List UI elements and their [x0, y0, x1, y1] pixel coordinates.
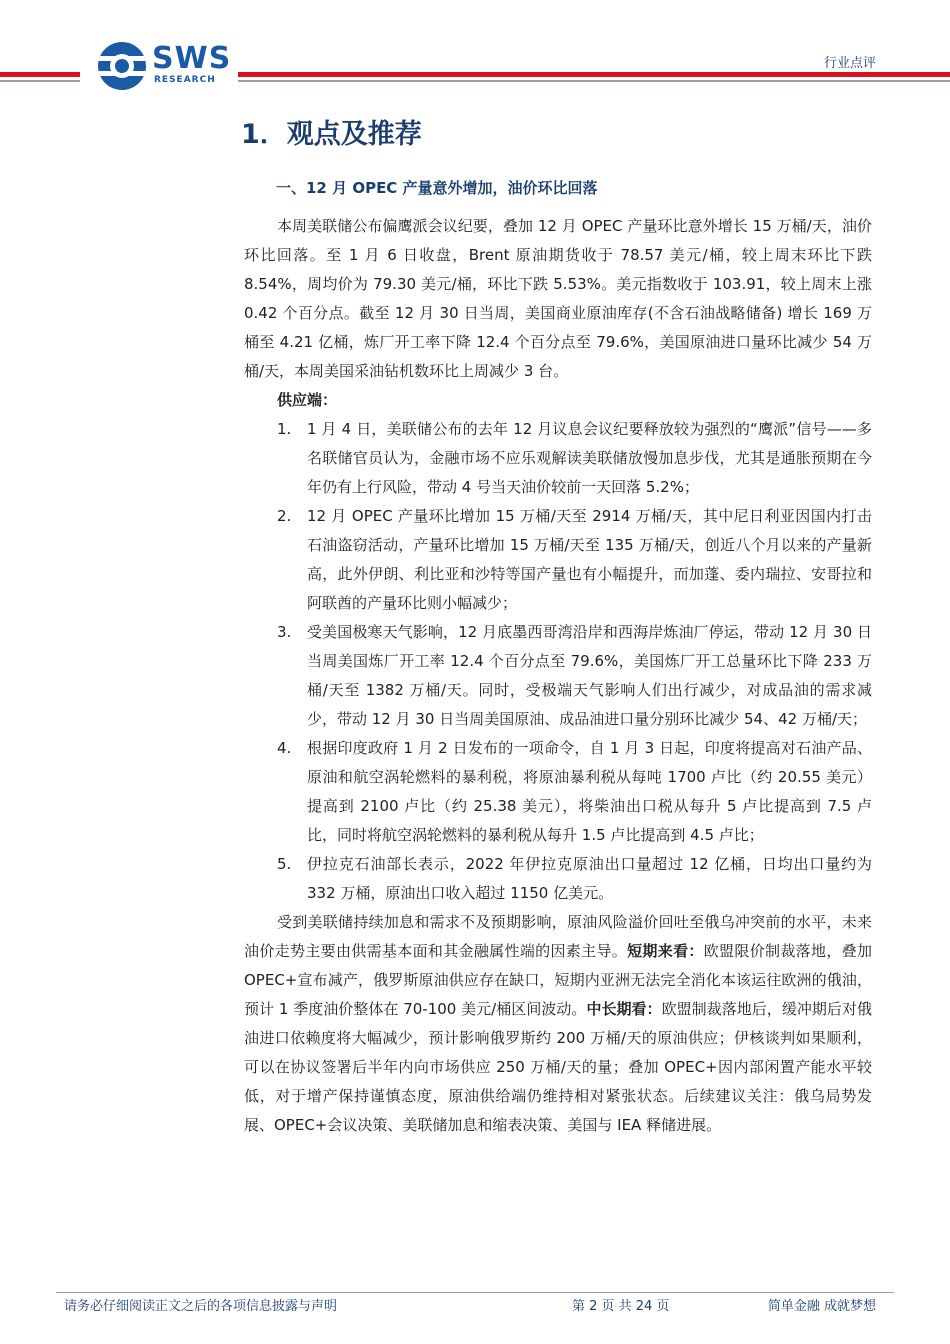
- footer-slogan: 简单金融 成就梦想: [767, 1299, 876, 1314]
- section-title: 1．观点及推荐: [241, 119, 422, 150]
- document-type: 行业点评: [823, 56, 876, 71]
- supply-list: [244, 415, 872, 908]
- header-rule-right: [238, 72, 950, 82]
- page-number: 第 2 页 共 24 页: [572, 1299, 670, 1314]
- header-rule-left: [0, 72, 80, 82]
- supply-heading: 供应端：: [277, 391, 338, 409]
- section-subtitle: 一、12 月 OPEC 产量意外增加，油价环比回落: [276, 179, 598, 197]
- sws-logo: [98, 41, 232, 92]
- logo-subtext: RESEARCH: [154, 75, 216, 85]
- list-item: 4. 根据印度政府 1 月 2 日发布的一项命令，自 1 月 3 日起，印度将提高对石油产品、原油和航空涡轮燃料的暴利税，将原油暴利税从每吨 1700 卢比（约 20.55 美元）提高到 2100 卢比（约 25.38 美元），将柴油出口税从每升 5 卢比提高到 7.5 卢比，同时将航空涡轮燃料的暴利税从每升 1.5 卢比提高到 4.5 卢比；: [277, 739, 872, 844]
- short-term-label: 短期来看：: [627, 942, 704, 960]
- footer-disclaimer: 请务必仔细阅读正文之后的各项信息披露与声明: [64, 1299, 338, 1314]
- mid-long-term-label: 中长期看：: [586, 1000, 662, 1018]
- article-body: [244, 212, 872, 1140]
- outlook-paragraph: 受到美联储持续加息和需求不及预期影响，原油风险溢价回吐至俄乌冲突前的水平，未来油价走势主要由供需基本面和其金融属性端的因素主导。短期来看：欧盟限价制裁落地，叠加 OPEC+宣布减产，俄罗斯原油供应存在缺口，短期内亚洲无法完全消化本该运往欧洲的俄油，预计 1 季度油价整体在 70-100 美元/桶区间波动。中长期看：欧盟制裁落地后，缓冲期后对俄油进口依赖度将大幅减少，预计影响俄罗斯约 200 万桶/天的原油供应；伊核谈判如果顺利，可以在协议签署后半年内向市场供应 250 万桶/天的量；叠加 OPEC+因内部闲置产能水平较低，对于增产保持谨慎态度，原油供给端仍维持相对紧张状态。后续建议关注：俄乌局势发展、OPEC+会议决策、美联储加息和缩表决策、美国与 IEA 释储进展。: [244, 913, 872, 1134]
- list-item: 2. 12 月 OPEC 产量环比增加 15 万桶/天至 2914 万桶/天，其中尼日利亚因国内打击石油盗窃活动，产量环比增加 15 万桶/天至 135 万桶/天，创近八个月以来的产量新高，此外伊朗、利比亚和沙特等国产量也有小幅提升，而加蓬、委内瑞拉、安哥拉和阿联酋的产量环比则小幅减少；: [277, 507, 872, 612]
- list-item: 3. 受美国极寒天气影响，12 月底墨西哥湾沿岸和西海岸炼油厂停运，带动 12 月 30 日当周美国炼厂开工率 12.4 个百分点至 79.6%，美国炼厂开工总量环比下降 233 万桶/天至 1382 万桶/天。同时，受极端天气影响人们出行减少，对成品油的需求减少，带动 12 月 30 日当周美国原油、成品油进口量分别环比减少 54、42 万桶/天；: [277, 623, 872, 728]
- list-item: 5. 伊拉克石油部长表示，2022 年伊拉克原油出口量超过 12 亿桶，日均出口量约为 332 万桶，原油出口收入超过 1150 亿美元。: [277, 855, 872, 902]
- logo-text: SWS: [152, 41, 232, 76]
- logo-globe-icon: [98, 42, 146, 90]
- list-item: 1. 1 月 4 日，美联储公布的去年 12 月议息会议纪要释放较为强烈的“鹰派”信号——多名联储官员认为，金融市场不应乐观解读美联储放慢加息步伐，尤其是通胀预期在今年仍有上行风险，带动 4 号当天油价较前一天回落 5.2%；: [277, 420, 872, 496]
- intro-paragraph: 本周美联储公布偏鹰派会议纪要，叠加 12 月 OPEC 产量环比意外增长 15 万桶/天，油价环比回落。至 1 月 6 日收盘，Brent 原油期货收于 78.57 美元/桶，较上周末环比下跌 8.54%，周均价为 79.30 美元/桶，环比下跌 5.53%。美元指数收于 103.91，较上周末上涨 0.42 个百分点。截至 12 月 30 日当周，美国商业原油库存(不含石油战略储备) 增长 169 万桶至 4.21 亿桶，炼厂开工率下降 12.4 个百分点至 79.6%，美国原油进口量环比减少 54 万桶/天，本周美国采油钻机数环比上周减少 3 台。: [244, 217, 872, 380]
- footer-rule: [56, 1292, 894, 1293]
